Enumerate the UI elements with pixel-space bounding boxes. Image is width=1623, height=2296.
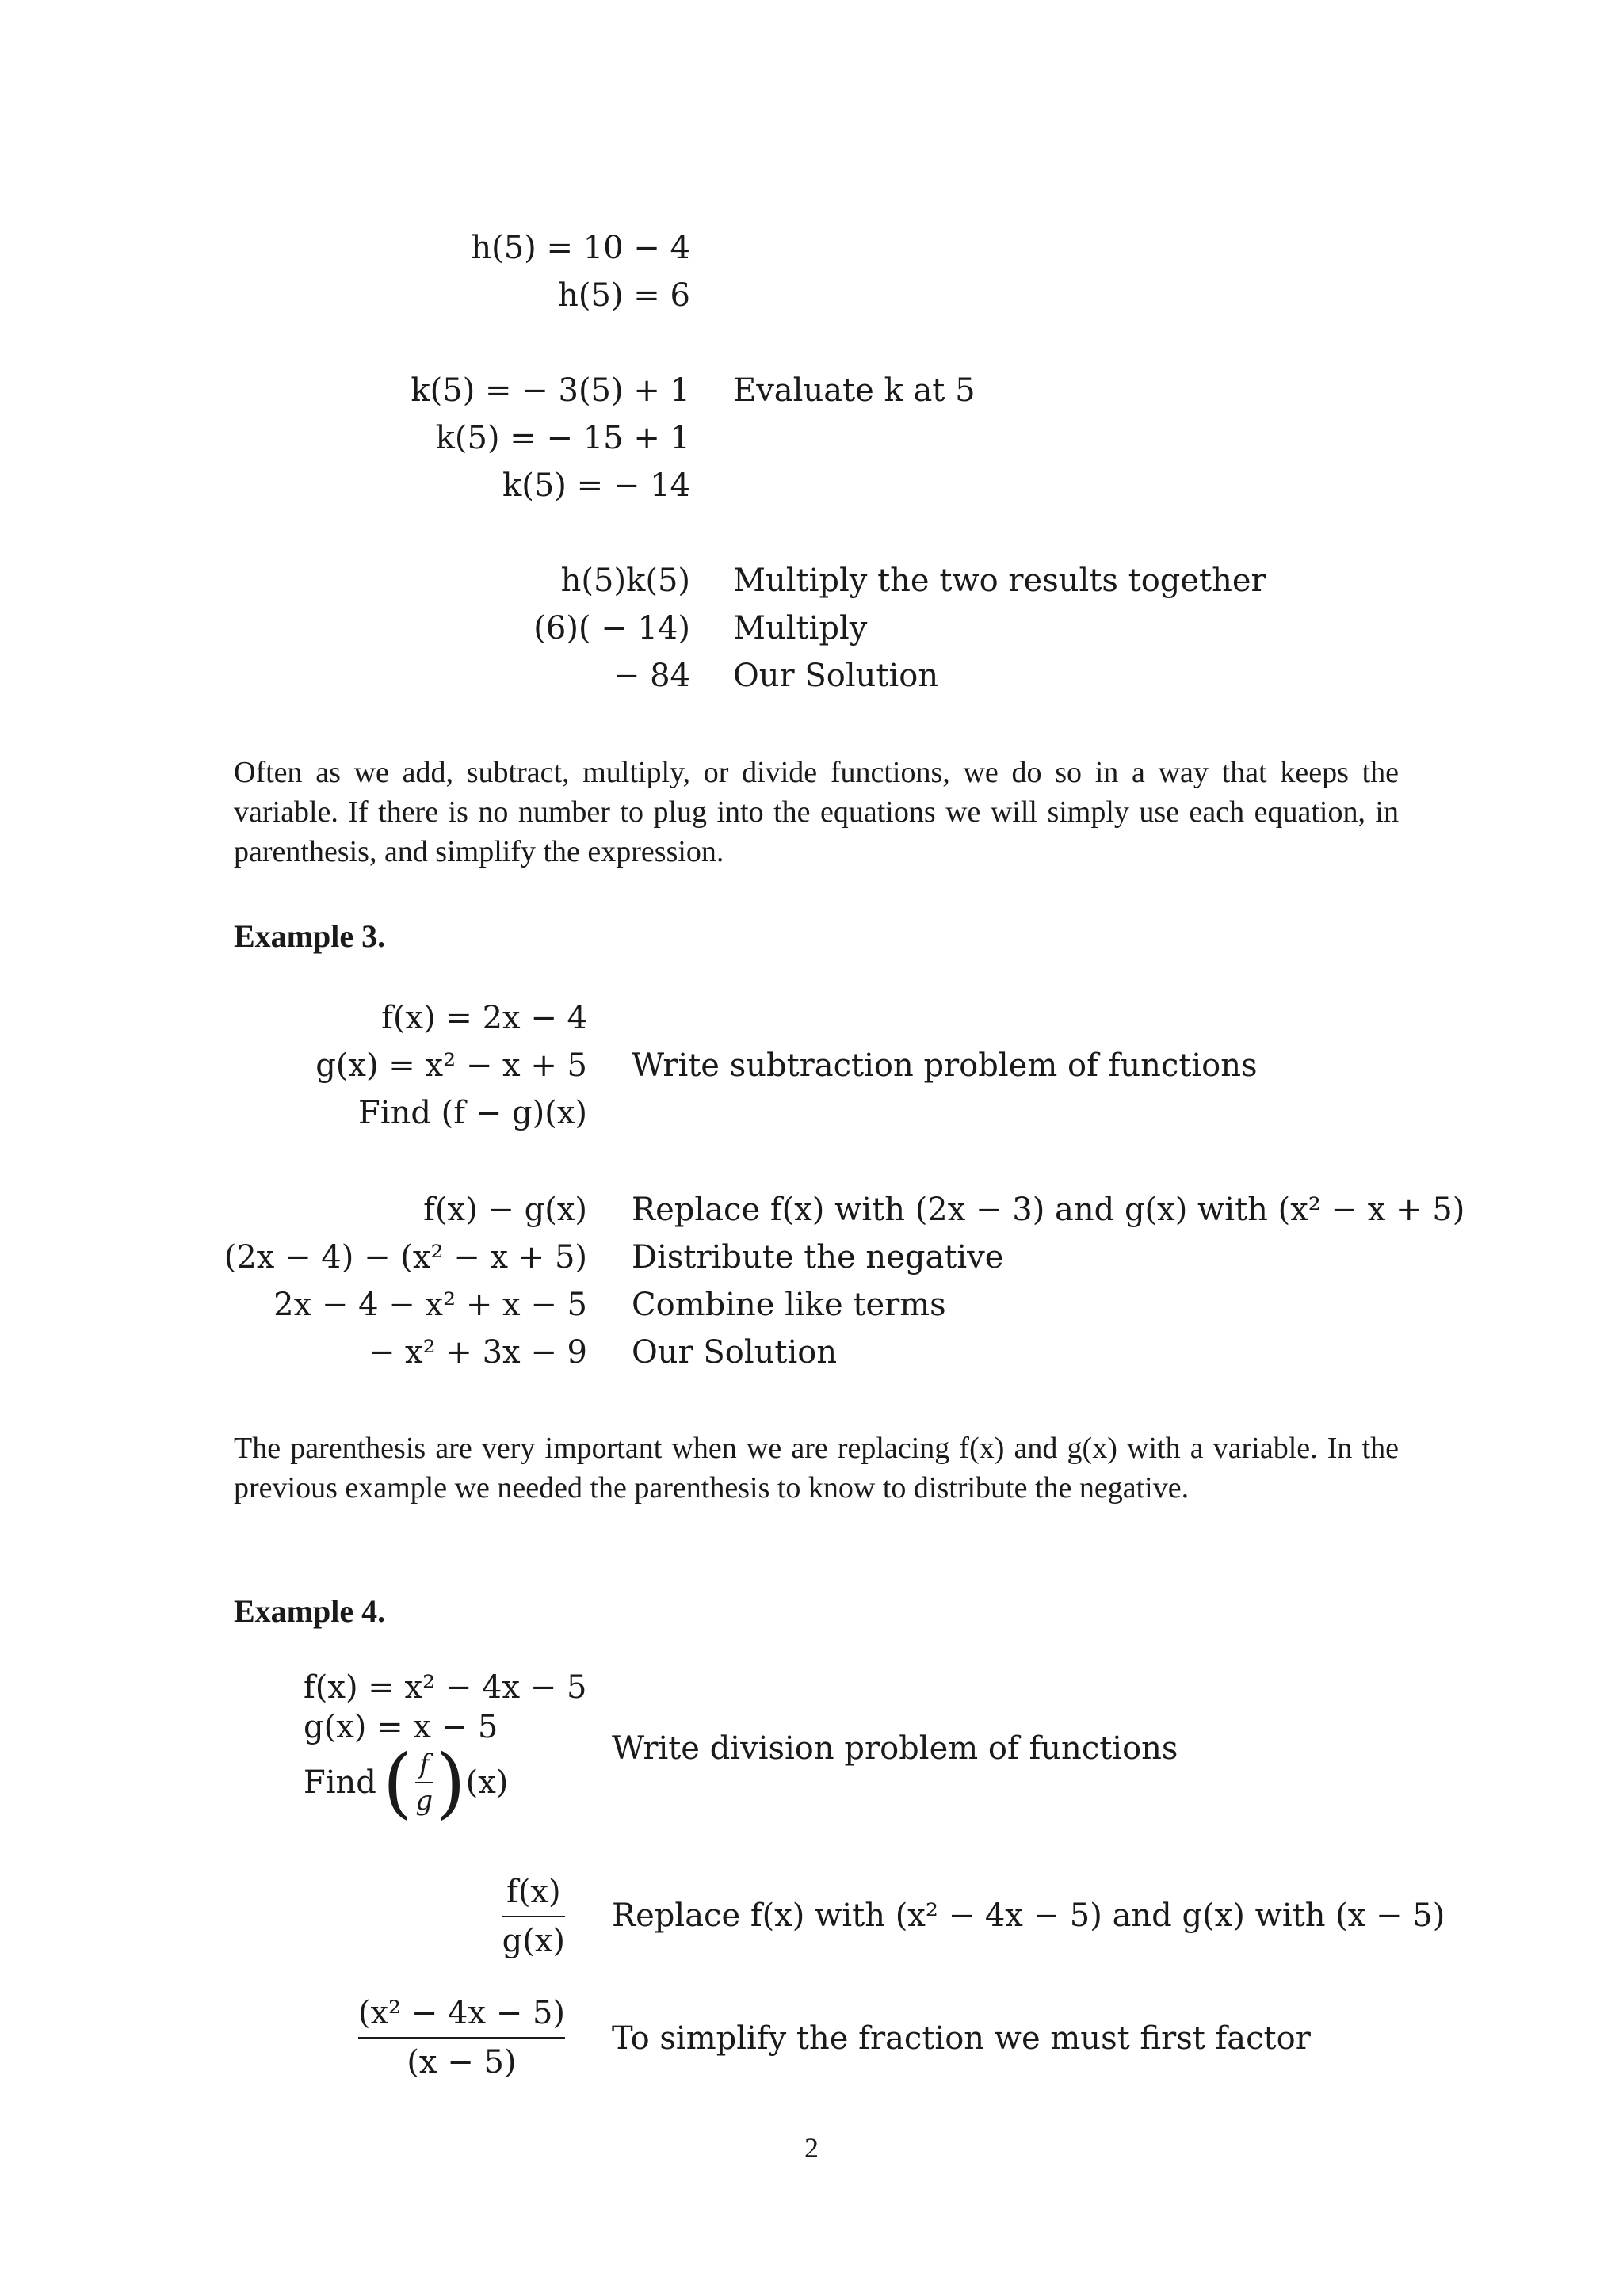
ex3-given-note: Write subtraction problem of functions <box>632 1047 1258 1084</box>
product-line-2: (6)( − 14) <box>533 610 690 646</box>
ex3-given-3: Find (f − g)(x) <box>358 1095 587 1131</box>
ex4-step1-note: Replace f(x) with (x² − 4x − 5) and g(x) with (x − 5) <box>612 1897 1445 1934</box>
ex3-step-4: − x² + 3x − 9 <box>368 1334 587 1371</box>
ex4-find-fraction <box>415 1749 433 1817</box>
ex4-find-bar <box>415 1782 433 1783</box>
paragraph-intro: Often as we add, subtract, multiply, or divide functions, we do so in a way that keeps the variable. If there is no number to plug into the equations we will simply use each equation, in parenthesis, and simplify the expression. <box>234 756 1399 868</box>
ex4-given-f: f(x) = x² − 4x − 5 <box>304 1669 587 1706</box>
ex4-given-g: g(x) = x − 5 <box>304 1709 498 1745</box>
ex3-step-3: 2x − 4 − x² + x − 5 <box>273 1287 587 1323</box>
product-note-2: Multiply <box>733 610 868 646</box>
ex4-left-paren: ( <box>382 1738 413 1827</box>
ex3-step-1: f(x) − g(x) <box>423 1192 587 1228</box>
product-line-3: − 84 <box>613 658 690 694</box>
ex4-step1-bar <box>502 1916 565 1917</box>
k5-note-1: Evaluate k at 5 <box>733 372 976 409</box>
k5-line-2: k(5) = − 15 + 1 <box>435 420 690 456</box>
ex4-step2-note: To simplify the fraction we must first factor <box>612 2020 1311 2057</box>
ex4-find-den: g <box>415 1785 433 1817</box>
ex3-step-2: (2x − 4) − (x² − x + 5) <box>223 1239 587 1276</box>
page-number: 2 <box>804 2132 819 2164</box>
product-note-1: Multiply the two results together <box>733 563 1266 599</box>
ex4-right-paren: ) <box>436 1738 466 1827</box>
example-4-heading: Example 4. <box>234 1593 386 1629</box>
product-note-3: Our Solution <box>733 658 939 694</box>
ex4-find-tail: (x) <box>465 1764 509 1801</box>
ex4-step1-fraction <box>502 1871 565 1962</box>
paragraph-parenthesis: The parenthesis are very important when we are replacing f(x) and g(x) with a variable. In the previous example we needed the parenthesis to know to distribute the negative. <box>234 1432 1399 1505</box>
ex3-step-note-3: Combine like terms <box>632 1287 946 1323</box>
ex4-step2-num: (x² − 4x − 5) <box>357 1995 565 2031</box>
ex4-given-note: Write division problem of functions <box>612 1730 1178 1767</box>
ex4-step2-fraction <box>358 1993 565 2083</box>
ex3-step-note-4: Our Solution <box>632 1334 838 1371</box>
ex3-step-note-1: Replace f(x) with (2x − 3) and g(x) with (x² − x + 5) <box>632 1192 1465 1228</box>
h5-line-1: h(5) = 10 − 4 <box>471 230 690 266</box>
ex3-step-note-2: Distribute the negative <box>632 1239 1004 1276</box>
ex3-given-2: g(x) = x² − x + 5 <box>315 1047 587 1084</box>
ex4-step2-bar <box>358 2037 565 2039</box>
example-3-heading: Example 3. <box>234 918 386 954</box>
h5-line-2: h(5) = 6 <box>558 277 690 314</box>
ex3-given-1: f(x) = 2x − 4 <box>381 1000 587 1036</box>
product-line-1: h(5)k(5) <box>560 563 690 599</box>
ex4-step1-num: f(x) <box>506 1874 561 1910</box>
ex4-step2-den: (x − 5) <box>407 2044 517 2081</box>
ex4-find-num: f <box>418 1749 430 1780</box>
ex4-find-expression <box>304 1738 509 1827</box>
ex4-step1-den: g(x) <box>502 1923 565 1959</box>
k5-line-1: k(5) = − 3(5) + 1 <box>411 372 690 409</box>
k5-line-3: k(5) = − 14 <box>502 467 690 504</box>
ex4-find-label: Find <box>304 1764 376 1801</box>
